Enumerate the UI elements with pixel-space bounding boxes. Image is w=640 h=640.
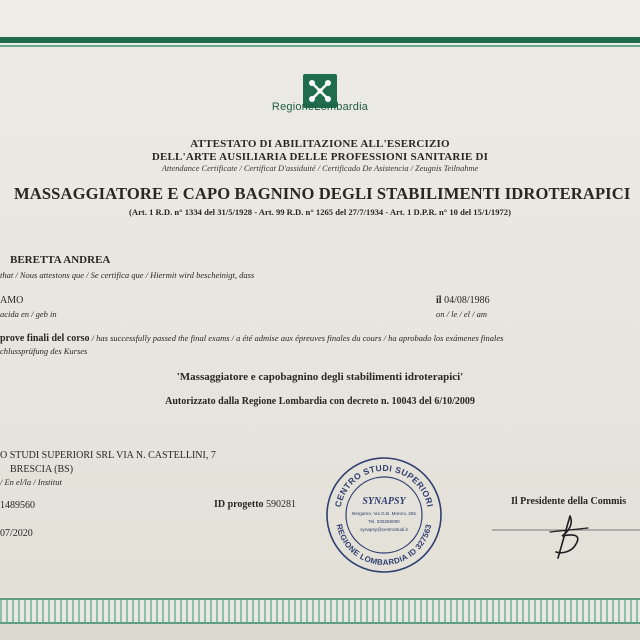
institute-city: BRESCIA (BS) (10, 464, 74, 475)
president-signature (492, 508, 640, 568)
project-label: ID progetto (214, 499, 264, 510)
exams-translation: / has successfully passed the final exams / a été admise aux épreuves finales du cours / ha aprobado los exámenes finales (91, 333, 504, 343)
institute-code: 1489560 (0, 500, 35, 511)
exams-row (0, 333, 503, 344)
exams-label: prove finali del corso (0, 333, 90, 344)
institute-stamp (324, 455, 444, 575)
legal-references: (Art. 1 R.D. n° 1334 del 31/5/1928 - Art. 99 R.D. n° 1265 del 27/7/1934 - Art. 1 D.P.R. n° 10 del 15/1/1972) (129, 207, 511, 217)
birthdate: 04/08/1986 (444, 295, 490, 306)
institute-name: O STUDI SUPERIORI SRL VIA N. CASTELLINI, 7 (0, 450, 216, 461)
certificate-heading-line2: DELL'ARTE AUSILIARIA DELLE PROFESSIONI SANITARIE DI (151, 151, 489, 163)
institute-translation: / En el/la / Institut (0, 477, 62, 487)
stamp-tel: Tel. 035259090 (368, 519, 400, 524)
profession-title: MASSAGGIATORE E CAPO BAGNINO DEGLI STABILIMENTI IDROTERAPICI (14, 184, 631, 203)
certificate-heading-line1: ATTESTATO DI ABILITAZIONE ALL'ESERCIZIO (190, 138, 450, 150)
stamp-address: Bergamo, Via G.B. Moroni, 255 (352, 511, 416, 516)
top-margin (0, 0, 640, 36)
project-id: 590281 (266, 499, 297, 510)
certificate-heading-translations: Attendance Certificate / Certificat D'assiduité / Certificado De Asistencia / Zeugnis Teilnahme (161, 164, 479, 173)
authorization-decree: Autorizzato dalla Regione Lombardia con decreto n. 10043 del 6/10/2009 (165, 396, 475, 407)
birthplace-translation: acida en / geb in (0, 309, 57, 319)
exams-translation-line2: chlussprüfung des Kurses (0, 346, 88, 356)
region-name: RegioneLombardia (271, 101, 369, 113)
stamp-name: SYNAPSY (362, 496, 406, 507)
birthplace: AMO (0, 295, 24, 306)
stamp-email: synapsy@centrostudi.it (360, 527, 408, 532)
project-row (214, 499, 296, 510)
top-border-line (0, 37, 640, 43)
recipient-name: BERETTA ANDREA (10, 254, 111, 266)
bottom-margin (0, 624, 640, 640)
stamp-top-text: CENTRO STUDI SUPERIORI (332, 462, 436, 509)
attest-translation: that / Nous attestons que / Se certifica que / Hiermit wird bescheinigt, dass (0, 270, 255, 280)
signatory-title: Il Presidente della Commis (511, 496, 627, 507)
stamp-bottom-text: REGIONE LOMBARDIA ID 327563 (334, 523, 434, 568)
course-name: 'Massaggiatore e capobagnino degli stabilimenti idroterapici' (176, 371, 464, 383)
top-border-thin-line (0, 45, 640, 47)
birthdate-prefix: il (436, 295, 442, 306)
issue-date: 07/2020 (0, 528, 33, 539)
birthdate-row (436, 295, 490, 306)
decorative-bottom-border (0, 598, 640, 624)
birthdate-translation: on / le / el / am (436, 309, 487, 319)
